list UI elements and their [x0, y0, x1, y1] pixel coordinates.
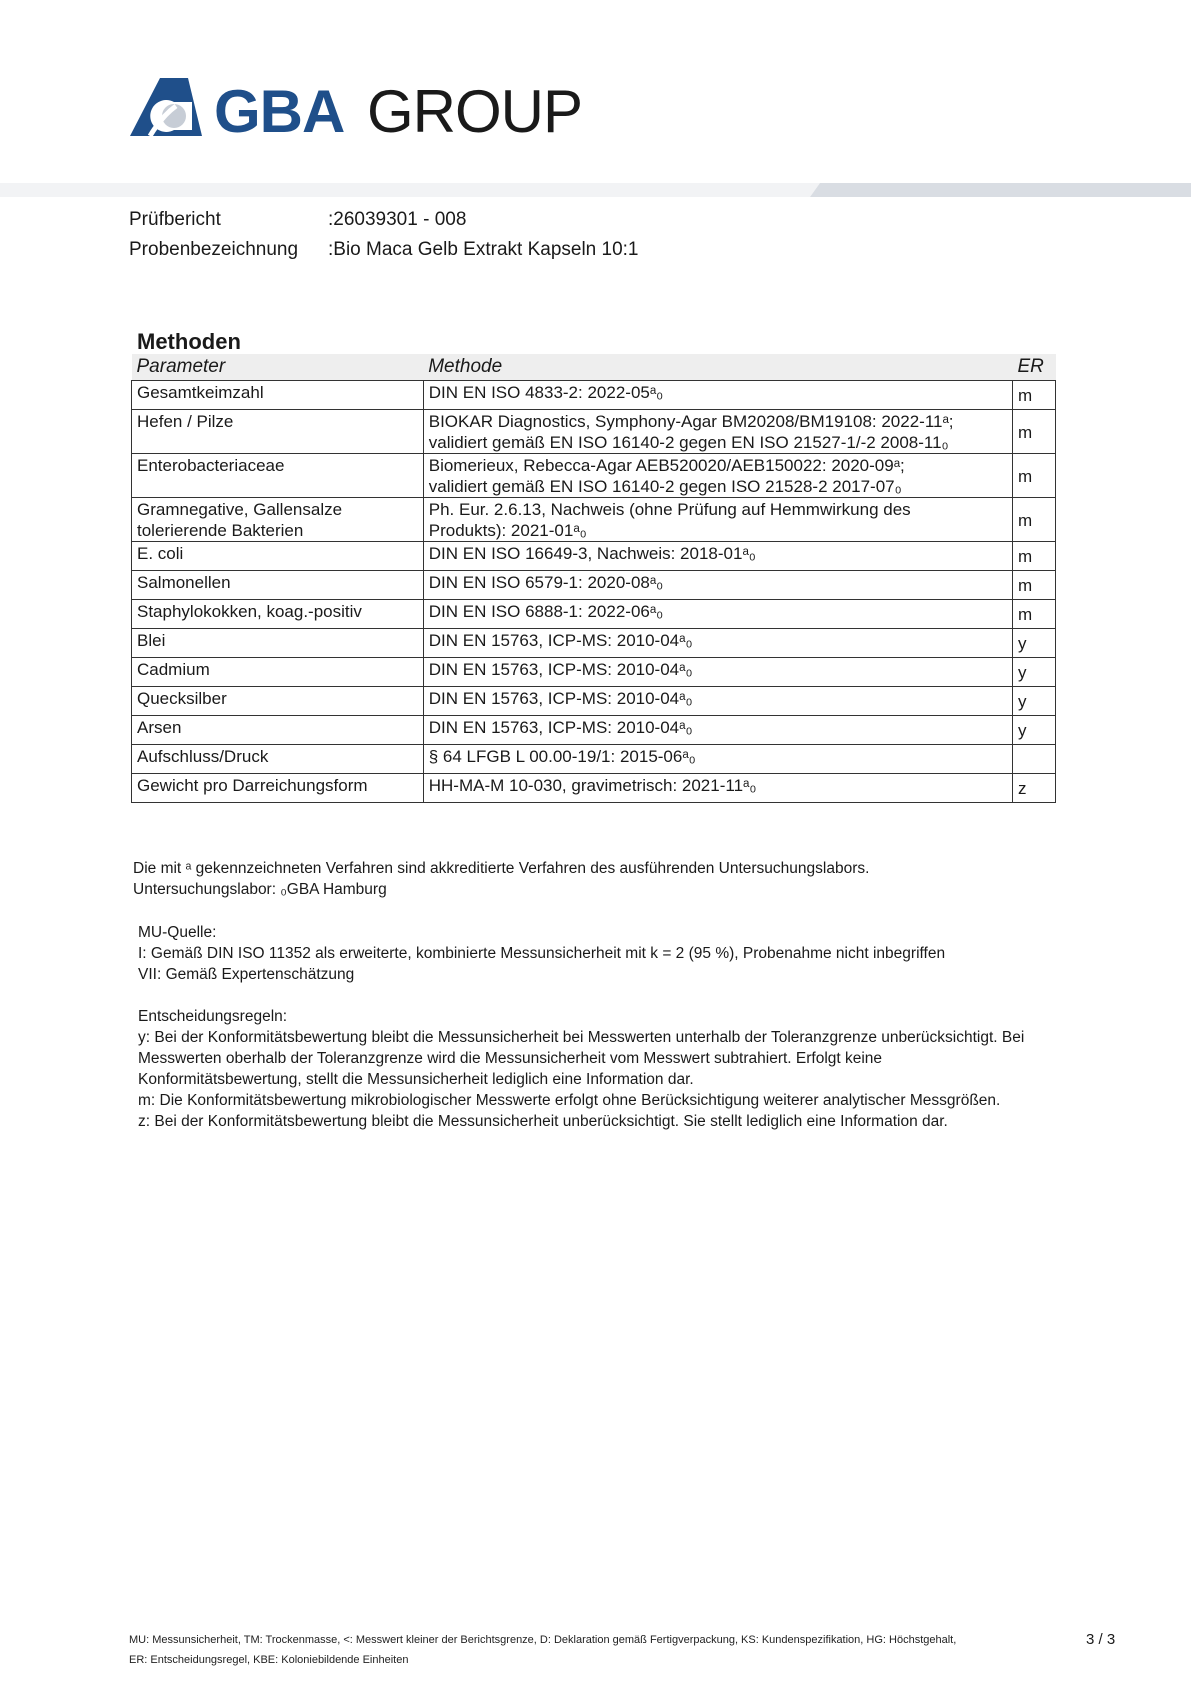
parameter-cell: Aufschluss/Druck: [132, 745, 424, 774]
er-cell: y: [1012, 716, 1055, 745]
probe-value: :Bio Maca Gelb Extrakt Kapseln 10:1: [328, 239, 639, 260]
page-number: 3 / 3: [1086, 1631, 1116, 1648]
method-cell: DIN EN 15763, ICP-MS: 2010-04ᵃ₀: [423, 658, 1012, 687]
method-line: validiert gemäß EN ISO 16140-2 gegen ISO 21528-2 2017-07₀: [428, 477, 902, 496]
column-header-er: ER: [1012, 354, 1055, 381]
table-row: [132, 454, 1056, 498]
parameter-cell: Staphylokokken, koag.-positiv: [132, 600, 424, 629]
mu-source-title: MU-Quelle:: [138, 924, 217, 941]
footer-legend-line: ER: Entscheidungsregel, KBE: Koloniebildende Einheiten: [129, 1654, 409, 1666]
table-row: [132, 658, 1056, 687]
method-cell: § 64 LFGB L 00.00-19/1: 2015-06ᵃ₀: [423, 745, 1012, 774]
accredited-note: Die mit ᵃ gekennzeichneten Verfahren sind akkreditierte Verfahren des ausführenden Untersuchungslabors.: [133, 860, 870, 877]
table-row: [132, 600, 1056, 629]
table-row: [132, 542, 1056, 571]
method-cell: DIN EN ISO 6888-1: 2022-06ᵃ₀: [423, 600, 1012, 629]
rule-z: z: Bei der Konformitätsbewertung bleibt die Messunsicherheit unberücksichtigt. Sie stellt lediglich eine Information dar.: [138, 1113, 948, 1130]
er-cell: m: [1012, 381, 1055, 410]
er-cell: m: [1012, 498, 1055, 542]
rule-y-line-3: Konformitätsbewertung, stellt die Messunsicherheit lediglich eine Information dar.: [138, 1071, 694, 1088]
logo-text-group: GROUP: [367, 78, 583, 145]
gba-group-logo: [130, 76, 583, 145]
pruefbericht-label: Prüfbericht: [129, 209, 221, 230]
method-line: BIOKAR Diagnostics, Symphony-Agar BM20208/BM19108: 2022-11ᵃ;: [428, 412, 954, 431]
section-title: Methoden: [137, 329, 241, 354]
rule-m: m: Die Konformitätsbewertung mikrobiologischer Messwerte erfolgt ohne Berücksichtigung weiterer analytischer Messgrößen.: [138, 1092, 1001, 1109]
table-row: [132, 687, 1056, 716]
table-row: [132, 381, 1056, 410]
probe-label: Probenbezeichnung: [129, 239, 299, 260]
decision-rules-title: Entscheidungsregeln:: [138, 1008, 288, 1025]
column-header-parameter: Parameter: [132, 354, 424, 381]
er-cell: y: [1012, 629, 1055, 658]
footer-legend-line: MU: Messunsicherheit, TM: Trockenmasse, <: Messwert kleiner der Berichtsgrenze, D: Deklaration gemäß Fertigverpackung, KS: Kundenspezifikation, HG: Höchstgehalt,: [129, 1634, 957, 1646]
parameter-cell: Blei: [132, 629, 424, 658]
er-cell: z: [1012, 774, 1055, 803]
table-row: [132, 410, 1056, 454]
method-cell: DIN EN 15763, ICP-MS: 2010-04ᵃ₀: [423, 687, 1012, 716]
method-cell: DIN EN 15763, ICP-MS: 2010-04ᵃ₀: [423, 716, 1012, 745]
logo-mark-icon: [130, 76, 202, 138]
logo-text-gba: GBA: [214, 78, 345, 145]
method-cell: DIN EN 15763, ICP-MS: 2010-04ᵃ₀: [423, 629, 1012, 658]
lab-note: Untersuchungslabor: ₀GBA Hamburg: [133, 881, 387, 898]
er-cell: m: [1012, 542, 1055, 571]
er-cell: y: [1012, 687, 1055, 716]
parameter-cell: Cadmium: [132, 658, 424, 687]
table-row: [132, 629, 1056, 658]
method-cell: [423, 498, 1012, 542]
table-row: [132, 774, 1056, 803]
parameter-cell: Gesamtkeimzahl: [132, 381, 424, 410]
parameter-cell: Salmonellen: [132, 571, 424, 600]
method-line: Produkts): 2021-01ᵃ₀: [428, 521, 587, 540]
parameter-cell: Quecksilber: [132, 687, 424, 716]
footer-legend: [129, 1630, 989, 1670]
er-cell: y: [1012, 658, 1055, 687]
parameter-cell: Hefen / Pilze: [132, 410, 424, 454]
rule-y-line-2: Messwerten oberhalb der Toleranzgrenze wird die Messunsicherheit vom Messwert subtrahiert. Erfolgt keine: [138, 1050, 883, 1067]
method-cell: [423, 410, 1012, 454]
table-row: [132, 745, 1056, 774]
method-cell: DIN EN ISO 16649-3, Nachweis: 2018-01ᵃ₀: [423, 542, 1012, 571]
method-cell: [423, 454, 1012, 498]
method-line: Ph. Eur. 2.6.13, Nachweis (ohne Prüfung auf Hemmwirkung des: [428, 500, 911, 519]
method-cell: HH-MA-M 10-030, gravimetrisch: 2021-11ᵃ₀: [423, 774, 1012, 803]
method-line: validiert gemäß EN ISO 16140-2 gegen EN ISO 21527-1/-2 2008-11₀: [428, 433, 949, 452]
parameter-cell: Gramnegative, Gallensalze tolerierende Bakterien: [132, 498, 424, 542]
header-band: [0, 183, 1191, 197]
er-cell: m: [1012, 600, 1055, 629]
method-cell: DIN EN ISO 6579-1: 2020-08ᵃ₀: [423, 571, 1012, 600]
parameter-cell: Gewicht pro Darreichungsform: [132, 774, 424, 803]
mu-source-i: I: Gemäß DIN ISO 11352 als erweiterte, kombinierte Messunsicherheit mit k = 2 (95 %), Probenahme nicht inbegriffen: [138, 945, 946, 962]
er-cell: [1012, 745, 1055, 774]
parameter-cell: E. coli: [132, 542, 424, 571]
parameter-cell: Arsen: [132, 716, 424, 745]
table-row: [132, 716, 1056, 745]
mu-source-vii: VII: Gemäß Expertenschätzung: [138, 966, 355, 983]
methods-table: [131, 354, 1056, 803]
er-cell: m: [1012, 571, 1055, 600]
pruefbericht-value: :26039301 - 008: [328, 209, 467, 230]
table-header-row: [132, 354, 1056, 381]
method-cell: DIN EN ISO 4833-2: 2022-05ᵃ₀: [423, 381, 1012, 410]
er-cell: m: [1012, 410, 1055, 454]
er-cell: m: [1012, 454, 1055, 498]
table-row: [132, 498, 1056, 542]
rule-y-line-1: y: Bei der Konformitätsbewertung bleibt die Messunsicherheit bei Messwerten unterhalb der Toleranzgrenze unberücksichtigt. Bei: [138, 1029, 1025, 1046]
column-header-method: Methode: [423, 354, 1012, 381]
table-row: [132, 571, 1056, 600]
method-line: Biomerieux, Rebecca-Agar AEB520020/AEB150022: 2020-09ᵃ;: [428, 456, 905, 475]
parameter-cell: Enterobacteriaceae: [132, 454, 424, 498]
